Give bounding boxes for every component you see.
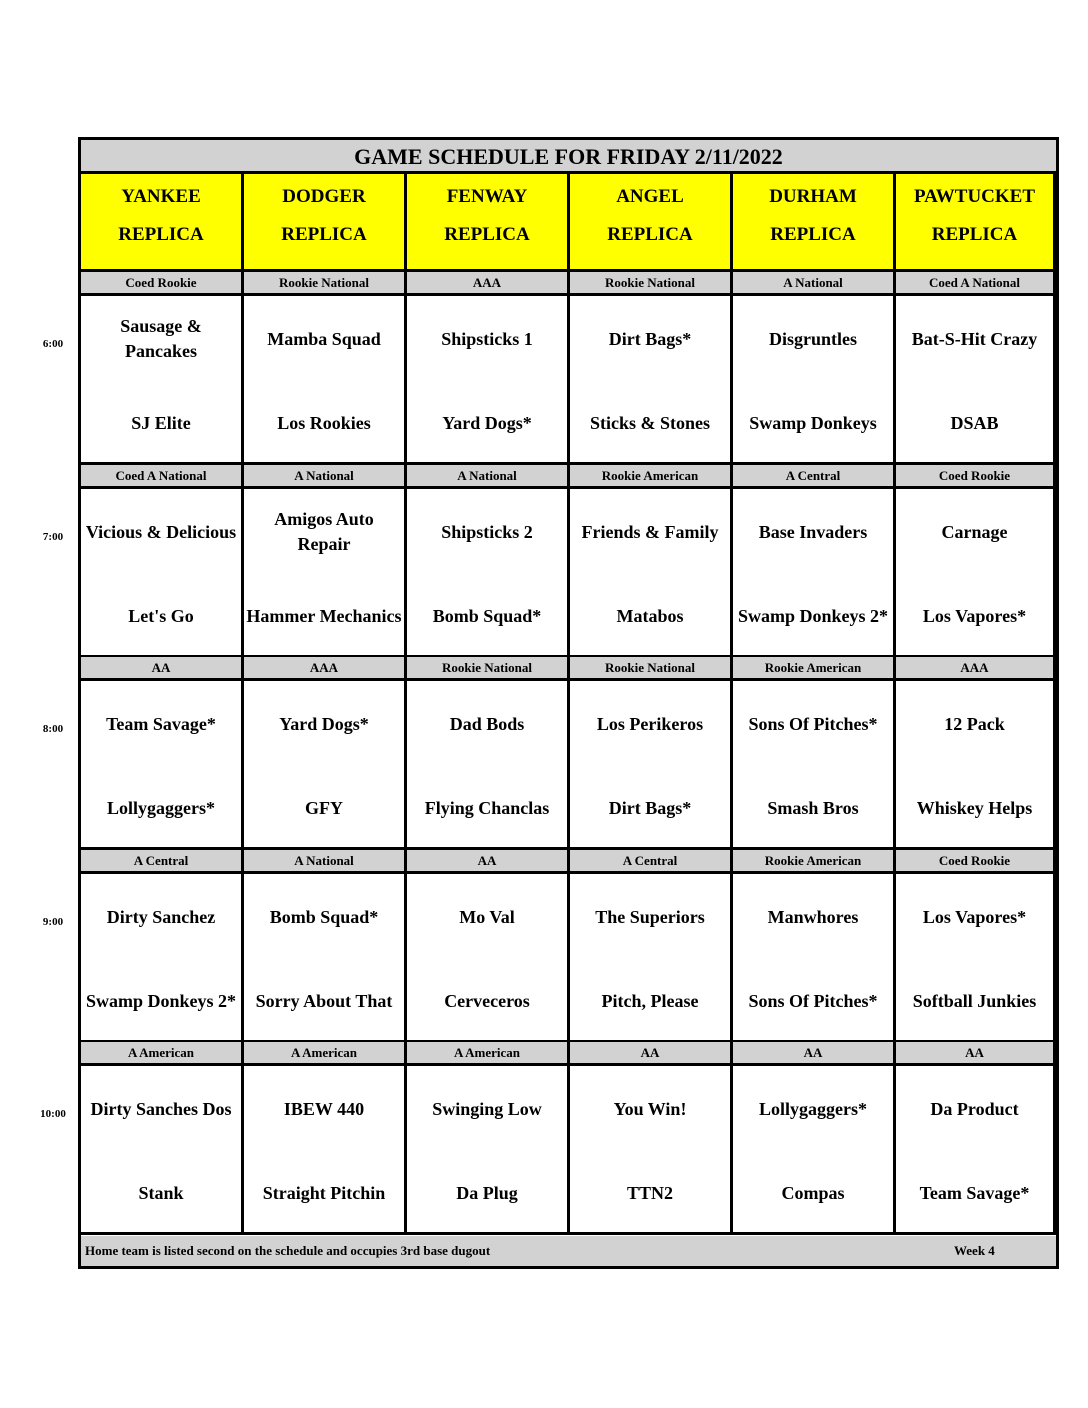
game-cell [896,296,1056,465]
home-team: GFY [305,797,343,818]
division-label: Rookie National [570,657,733,681]
schedule-footer [81,1236,1056,1266]
home-team: Straight Pitchin [262,1182,386,1203]
home-team: Pitch, Please [601,990,699,1011]
division-label: Coed Rookie [896,465,1056,489]
home-team: Stank [138,1182,184,1203]
game-cell [81,681,244,850]
field-type: REPLICA [281,224,367,245]
division-label: A Central [81,850,244,874]
division-label: AAA [896,657,1056,681]
away-team: Lollygaggers* [759,1098,867,1119]
away-team: Team Savage* [106,713,216,734]
away-team: Dad Bods [449,713,525,734]
field-header [407,174,570,272]
home-team: Flying Chanclas [424,797,550,818]
home-team: TTN2 [626,1182,673,1203]
week-label: Week 4 [954,1243,995,1258]
division-label: AA [896,1042,1056,1066]
division-label: AA [570,1042,733,1066]
home-team: SJ Elite [131,412,191,433]
away-team: Sausage & Pancakes [120,316,202,361]
home-team: DSAB [950,412,999,433]
away-team: Dirty Sanchez [106,906,216,927]
division-label: AA [407,850,570,874]
home-team: Swamp Donkeys 2* [737,605,889,626]
home-team: Softball Junkies [912,990,1037,1011]
game-cell [244,296,407,465]
game-cell [733,296,896,465]
home-team: Sons Of Pitches* [748,990,878,1011]
division-label: Rookie National [570,272,733,296]
home-team: Yard Dogs* [442,412,532,433]
home-team: Bomb Squad* [432,605,542,626]
division-label: A National [244,850,407,874]
away-team: Yard Dogs* [279,713,369,734]
away-team: The Superiors [595,906,705,927]
away-team: Dirt Bags* [608,328,692,349]
division-label: Coed Rookie [81,272,244,296]
game-cell [407,681,570,850]
game-cell [570,874,733,1043]
away-team: Swinging Low [432,1098,542,1119]
home-team: Cerveceros [444,990,530,1011]
home-team: Hammer Mechanics [246,605,402,626]
game-cell [896,874,1056,1043]
game-cell [733,1066,896,1235]
game-cell [570,681,733,850]
division-label: Rookie American [733,850,896,874]
division-label: A National [244,465,407,489]
game-cell [896,489,1056,658]
division-label: Rookie American [733,657,896,681]
away-team: Vicious & Delicious [85,521,237,542]
game-cell [81,296,244,465]
away-team: Bat-S-Hit Crazy [911,328,1038,349]
division-label: AAA [407,272,570,296]
division-label: Coed A National [896,272,1056,296]
division-label: Rookie National [244,272,407,296]
field-header [244,174,407,272]
game-cell [570,296,733,465]
home-team: Sticks & Stones [589,412,710,433]
division-label: AAA [244,657,407,681]
away-team: Los Vapores* [922,906,1027,927]
away-team: Carnage [941,521,1008,542]
field-name: YANKEE [121,186,201,207]
home-team: Let's Go [128,605,194,626]
away-team: Manwhores [767,906,859,927]
field-type: REPLICA [770,224,856,245]
division-label: Rookie American [570,465,733,489]
game-cell [407,1066,570,1235]
field-header [896,174,1056,272]
game-cell [407,874,570,1043]
division-label: Rookie National [407,657,570,681]
game-cell [733,874,896,1043]
home-team: Sorry About That [255,990,393,1011]
field-name: FENWAY [446,186,528,207]
game-cell [244,489,407,658]
field-name: DODGER [282,186,366,207]
game-cell [407,296,570,465]
away-team: Amigos Auto Repair [274,509,374,554]
home-team: Los Rookies [277,412,371,433]
home-team-note: Home team is listed second on the schedule and occupies 3rd base dugout [85,1243,491,1258]
away-team: 12 Pack [944,713,1005,734]
division-label: A National [407,465,570,489]
game-cell [244,1066,407,1235]
game-cell [733,489,896,658]
home-team: Dirt Bags* [608,797,692,818]
field-header [733,174,896,272]
field-name: DURHAM [769,186,857,207]
division-label: A American [407,1042,570,1066]
time-label: 8:00 [42,723,64,735]
field-header [81,174,244,272]
game-cell [407,489,570,658]
field-type: REPLICA [118,224,204,245]
time-label: 9:00 [42,916,64,928]
field-header [570,174,733,272]
home-team: Swamp Donkeys [749,412,877,433]
away-team: Bomb Squad* [269,906,379,927]
away-team: Shipsticks 2 [441,521,533,542]
home-team: Team Savage* [919,1182,1030,1203]
away-team: Mo Val [459,906,515,927]
schedule-table [78,137,1059,1269]
field-type: REPLICA [931,224,1018,245]
division-label: Coed A National [81,465,244,489]
game-cell [896,681,1056,850]
division-label: Coed Rookie [896,850,1056,874]
time-label: 6:00 [42,338,64,350]
game-cell [81,489,244,658]
game-cell [733,681,896,850]
field-name: ANGEL [616,186,684,207]
field-type: REPLICA [444,224,530,245]
division-label: A Central [570,850,733,874]
home-team: Swamp Donkeys 2* [85,990,237,1011]
division-label: A National [733,272,896,296]
game-cell [244,874,407,1043]
away-team: Sons Of Pitches* [748,713,878,734]
game-cell [81,874,244,1043]
field-name: PAWTUCKET [913,186,1036,207]
home-team: Compas [781,1182,845,1203]
time-label: 10:00 [40,1108,66,1120]
division-label: A American [81,1042,244,1066]
division-label: AA [81,657,244,681]
schedule-title: GAME SCHEDULE FOR FRIDAY 2/11/2022 [81,140,1056,174]
away-team: Base Invaders [758,521,868,542]
away-team: Mamba Squad [267,328,381,349]
division-label: AA [733,1042,896,1066]
game-cell [570,489,733,658]
game-cell [81,1066,244,1235]
home-team: Lollygaggers* [107,797,215,818]
away-team: Da Product [930,1098,1019,1119]
field-type: REPLICA [607,224,693,245]
away-team: IBEW 440 [283,1098,365,1119]
away-team: Dirty Sanches Dos [90,1098,232,1119]
home-team: Da Plug [456,1182,518,1203]
home-team: Matabos [616,605,684,626]
home-team: Los Vapores* [922,605,1027,626]
away-team: Shipsticks 1 [441,328,533,349]
division-label: A American [244,1042,407,1066]
division-label: A Central [733,465,896,489]
away-team: Friends & Family [581,521,719,542]
game-cell [244,681,407,850]
away-team: Disgruntles [768,328,857,349]
time-label: 7:00 [42,531,64,543]
game-cell [896,1066,1056,1235]
away-team: You Win! [613,1098,687,1119]
home-team: Smash Bros [767,797,859,818]
away-team: Los Perikeros [596,713,704,734]
game-cell [570,1066,733,1235]
home-team: Whiskey Helps [916,797,1033,818]
